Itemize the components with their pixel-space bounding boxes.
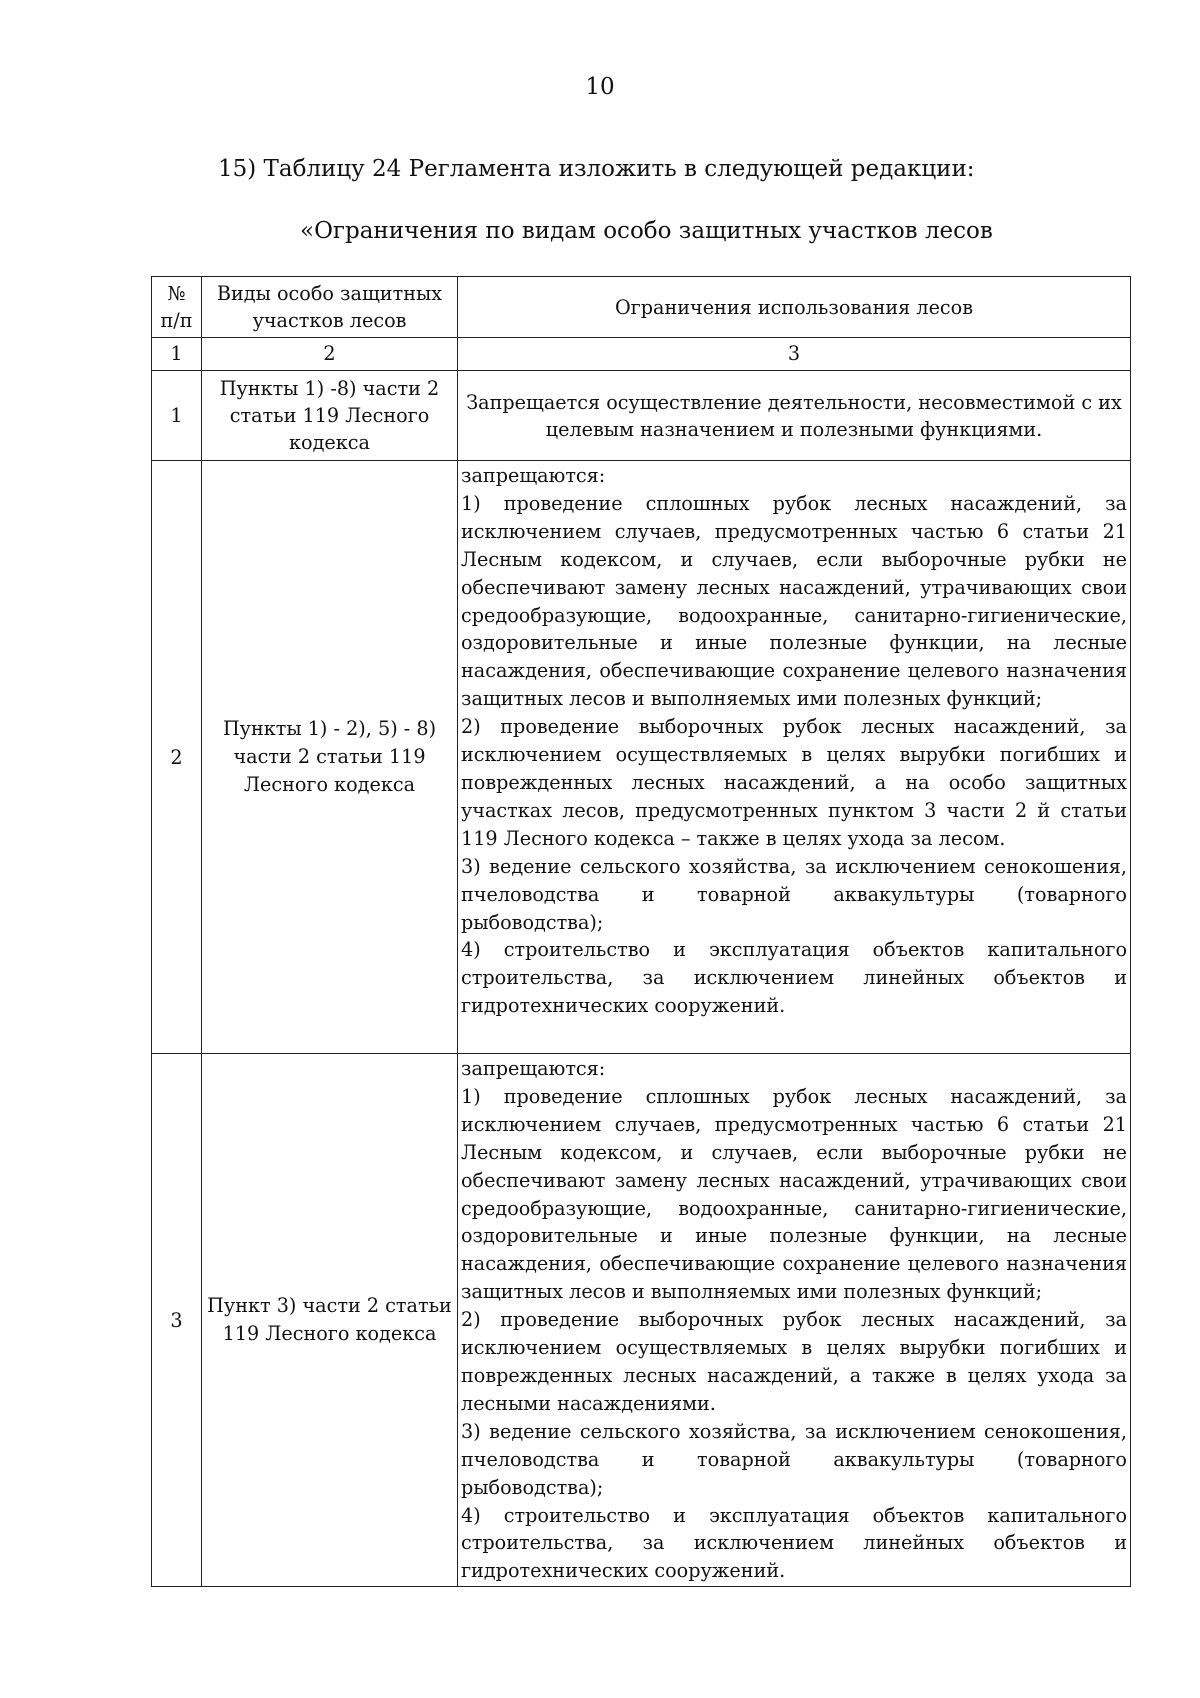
header-type-line: Виды особо защитных xyxy=(216,282,443,305)
forest-area-type-line: Пункт 3) части 2 статьи xyxy=(207,1294,452,1318)
restriction-line: участках лесов, предусмотренных пунктом 3 части 2 й статьи xyxy=(461,798,1127,822)
forest-area-type-line: 119 Лесного кодекса xyxy=(222,1322,437,1346)
restriction-line: оздоровительные и иные полезные функции, на лесные xyxy=(461,1224,1127,1248)
header-number-line: № xyxy=(167,282,186,305)
restriction-line: поврежденных лесных насаждений, а также в целях ухода за xyxy=(461,1363,1127,1387)
restriction-line: обеспечивают замену лесных насаждений, утрачивающих свои xyxy=(461,1168,1127,1192)
restriction-line: Лесным кодексом, и случаев, если выборочные рубки не xyxy=(461,1140,1127,1164)
restriction-line: исключением осуществляемых в целях вырубки погибших и xyxy=(461,743,1127,767)
restriction-line: средообразующие, водоохранные, санитарно-гигиенические, xyxy=(461,603,1127,627)
forest-area-type-cell xyxy=(202,1054,458,1587)
forest-area-type-line: Пункты 1) -8) части 2 xyxy=(219,377,440,400)
restriction-line: строительства, за исключением линейных объектов и xyxy=(461,1531,1127,1555)
restriction-line: исключением осуществляемых в целях вырубки погибших и xyxy=(461,1336,1127,1360)
forest-area-type-line: Пункты 1) - 2), 5) - 8) xyxy=(222,717,437,740)
restriction-line: пчеловодства и товарной аквакультуры (товарного xyxy=(461,1447,1127,1471)
header-type-cell xyxy=(202,277,458,338)
restriction-cell xyxy=(458,461,1131,1054)
table-row xyxy=(152,461,1131,1054)
header-number-cell xyxy=(152,277,202,338)
forest-area-type-cell xyxy=(202,371,458,461)
column-numbering-row xyxy=(152,338,1131,371)
restriction-line: 4) строительство и эксплуатация объектов капитального xyxy=(461,1503,1127,1527)
restriction-line: Запрещается осуществление деятельности, несовместимой с их xyxy=(466,390,1122,414)
restriction-line: 3) ведение сельского хозяйства, за исключением сенокошения, xyxy=(461,1419,1127,1443)
section-heading: 15) Таблицу 24 Регламента изложить в следующей редакции: xyxy=(218,156,975,182)
restriction-cell xyxy=(458,1054,1131,1587)
table-row xyxy=(152,371,1131,461)
restriction-line: обеспечивают замену лесных насаждений, утрачивающих свои xyxy=(461,575,1127,599)
restriction-line: строительства, за исключением линейных объектов и xyxy=(461,966,1127,990)
restriction-line: гидротехнических сооружений. xyxy=(461,994,786,1018)
restriction-line: 1) проведение сплошных рубок лесных насаждений, за xyxy=(461,1084,1127,1108)
page-number: 10 xyxy=(585,74,615,100)
restriction-line: исключением случаев, предусмотренных частью 6 статьи 21 xyxy=(461,1112,1127,1136)
restrictions-table xyxy=(151,276,1131,1587)
column-number: 3 xyxy=(458,338,1131,371)
forest-area-type-cell xyxy=(202,461,458,1054)
restriction-line: оздоровительные и иные полезные функции, на лесные xyxy=(461,631,1127,655)
restriction-line: запрещаются: xyxy=(461,464,606,487)
restriction-line: 4) строительство и эксплуатация объектов капитального xyxy=(461,938,1127,962)
column-number: 2 xyxy=(202,338,458,371)
restriction-line: лесными насаждениями. xyxy=(461,1391,716,1415)
restriction-line: исключением случаев, предусмотренных частью 6 статьи 21 xyxy=(461,519,1127,543)
restriction-line: защитных лесов и выполняемых ими полезных функций; xyxy=(461,687,1043,711)
restriction-line: защитных лесов и выполняемых ими полезных функций; xyxy=(461,1280,1043,1304)
header-type-line: участков лесов xyxy=(252,309,407,332)
table-header-row xyxy=(152,277,1131,338)
restriction-line: 119 Лесного кодекса – также в целях ухода за лесом. xyxy=(461,826,1006,850)
restriction-line: поврежденных лесных насаждений, а на особо защитных xyxy=(461,770,1127,794)
forest-area-type-line: части 2 статьи 119 xyxy=(233,745,426,768)
restriction-line: средообразующие, водоохранные, санитарно-гигиенические, xyxy=(461,1196,1127,1220)
restriction-line: гидротехнических сооружений. xyxy=(461,1559,786,1583)
restriction-line: насаждения, обеспечивающие сохранение целевого назначения xyxy=(461,1252,1127,1276)
restriction-line: 1) проведение сплошных рубок лесных насаждений, за xyxy=(461,491,1127,515)
restriction-line: Лесным кодексом, и случаев, если выборочные рубки не xyxy=(461,547,1127,571)
restriction-line: целевым назначением и полезными функциями. xyxy=(545,417,1043,441)
column-number: 1 xyxy=(152,338,202,371)
restriction-cell xyxy=(458,371,1131,461)
row-number-cell: 1 xyxy=(152,371,202,461)
restriction-line: насаждения, обеспечивающие сохранение целевого назначения xyxy=(461,659,1127,683)
restriction-line: запрещаются: xyxy=(461,1057,606,1080)
forest-area-type-line: Лесного кодекса xyxy=(243,773,416,796)
header-number-line: п/п xyxy=(160,309,193,332)
row-number-cell: 3 xyxy=(152,1054,202,1587)
header-restrictions-cell: Ограничения использования лесов xyxy=(458,277,1131,338)
forest-area-type-line: кодекса xyxy=(289,431,370,454)
restriction-line: рыбоводства); xyxy=(461,1475,604,1499)
table-row xyxy=(152,1054,1131,1587)
restriction-line: 3) ведение сельского хозяйства, за исключением сенокошения, xyxy=(461,854,1127,878)
restriction-line: пчеловодства и товарной аквакультуры (товарного xyxy=(461,882,1127,906)
row-number-cell: 2 xyxy=(152,461,202,1054)
restriction-line: 2) проведение выборочных рубок лесных насаждений, за xyxy=(461,1308,1127,1332)
restriction-line: 2) проведение выборочных рубок лесных насаждений, за xyxy=(461,715,1127,739)
restriction-line: рыбоводства); xyxy=(461,910,604,934)
forest-area-type-line: статьи 119 Лесного xyxy=(229,404,430,427)
table-title: «Ограничения по видам особо защитных участков лесов xyxy=(300,218,993,244)
